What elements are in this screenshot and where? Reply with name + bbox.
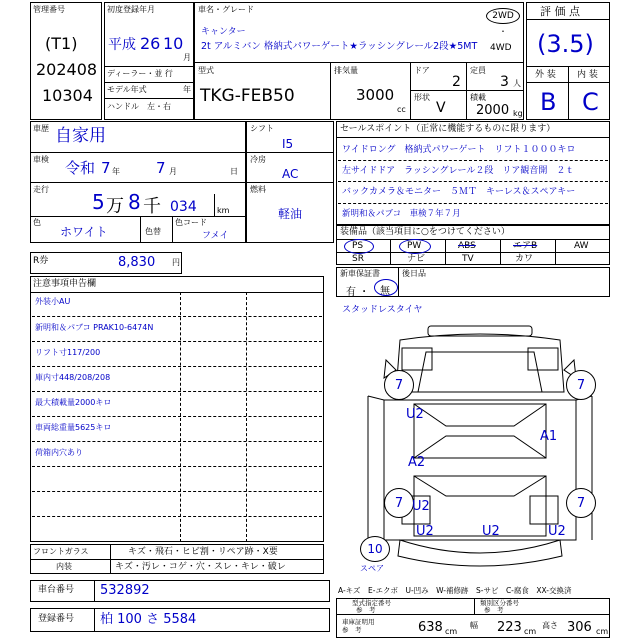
inspection-day-unit: 日 <box>230 167 238 176</box>
aircon-value: AC <box>282 167 299 181</box>
note-line2: 新明和＆パブコ PRAK10-6474N <box>35 323 154 332</box>
notes-label: 注意事項申告欄 <box>33 279 97 289</box>
inspection-month-unit: 月 <box>169 167 177 176</box>
warranty-selected: 無 <box>380 286 390 297</box>
door-value: 2 <box>452 74 461 90</box>
spare-label: スペア <box>360 564 384 573</box>
warranty-selected-circle <box>374 279 398 296</box>
mileage-sen-unit: 千 <box>143 196 161 217</box>
sales-point-line3: バックカメラ＆モニター ５ＭＴ キーレス＆スペアキー <box>342 187 576 197</box>
color-swap-label: 色替 <box>145 227 161 236</box>
width-unit: cm <box>524 627 537 636</box>
color-code-label: 色コード <box>175 218 207 227</box>
load-unit: kg <box>513 109 523 118</box>
tire-front-right-code: 7 <box>576 377 586 393</box>
drive-2wd: 2WD <box>492 11 514 21</box>
shape-value: V <box>436 100 446 116</box>
aircon-label: 冷房 <box>250 155 266 164</box>
load-label: 積載 <box>470 93 486 102</box>
door-label: ドア <box>414 66 430 75</box>
displacement-label: 排気量 <box>334 66 358 75</box>
capacity-unit: 人 <box>513 79 521 88</box>
sales-point-line1: ワイドロング 格納式パワーゲート リフト１０００キロ <box>342 145 576 155</box>
note-line7: 荷箱内穴あり <box>35 448 83 457</box>
handle-label: ハンドル 左・右 <box>107 102 171 111</box>
drive-dot: ・ <box>499 27 507 36</box>
height-unit: cm <box>596 627 609 636</box>
fuel-label: 燃料 <box>250 185 266 194</box>
damage-mark-a1: A1 <box>540 429 558 444</box>
spare-tire <box>360 536 390 562</box>
management-number-label: 管理番号 <box>33 5 65 14</box>
type-cert-label: 型式指定番号 <box>352 599 391 607</box>
load-value: 2000 <box>476 103 510 118</box>
length-label: 車庫証明用 参 考 <box>342 618 375 634</box>
length-unit: cm <box>445 627 458 636</box>
mileage-sen: 8 <box>128 190 141 214</box>
mileage-label: 走行 <box>33 185 49 194</box>
note-line4: 庫内寸448/208/208 <box>35 373 111 382</box>
color-code-value: フメイ <box>202 231 229 241</box>
sales-point-line2: 左サイドドア ラッシングレール２段 リア観音開 ２ｔ <box>342 166 575 176</box>
recycle-box <box>30 252 182 274</box>
equipment-pw: PW <box>407 241 422 251</box>
history-type-value: 自家用 <box>55 126 106 146</box>
tire-front-left-code: 7 <box>394 377 404 393</box>
registration-value: 柏 100 さ 5584 <box>100 612 197 627</box>
recycle-value: 8,830 <box>118 255 156 270</box>
equipment-ps: PS <box>352 241 364 251</box>
car-name-line1: キャンター <box>201 27 246 37</box>
equipment-aw: AW <box>574 241 589 251</box>
note-line5: 最大積載量2000キロ <box>35 398 112 407</box>
interior-label: 内 装 <box>577 70 598 80</box>
height-label: 高さ <box>542 621 558 630</box>
tire-rear-left-code: 7 <box>394 495 404 511</box>
interior-condition-label: 内装 <box>56 562 72 571</box>
inspection-year: 7 <box>101 159 111 177</box>
inspection-era: 令和 <box>65 159 96 177</box>
first-registration-month: 10 <box>163 34 184 53</box>
first-registration-label: 初度登録年月 <box>107 5 155 14</box>
first-registration-era: 平成 <box>108 37 136 53</box>
shift-label: シフト <box>250 124 274 133</box>
inspection-label: 車検 <box>33 155 49 164</box>
damage-mark-u2-rear-left: U2 <box>416 524 434 539</box>
warranty-label: 新車保証書 <box>340 269 380 278</box>
note-line6: 車両総重量5625キロ <box>35 423 112 432</box>
car-name-label: 車名・グレード <box>198 5 254 14</box>
displacement-value: 3000 <box>356 86 395 104</box>
sales-points-label: セールスポイント（正常に機能するものに限ります） <box>340 124 556 134</box>
front-glass-text: キズ・飛石・ヒビ割・リペア跡・X要 <box>128 547 278 557</box>
inspection-month: 7 <box>156 159 166 177</box>
damage-legend: A-キズ E-エクボ U-凹み W-補修跡 S-サビ C-腐食 XX-交換済 <box>338 586 572 595</box>
sales-point-line4: 新明和＆パブコ 車検７年７月 <box>342 209 461 219</box>
management-number-line2: 202408 <box>36 60 98 79</box>
management-number-line1: (T1) <box>45 34 78 53</box>
drive-2wd-circle <box>486 8 520 24</box>
damage-mark-u2-left-front: U2 <box>406 407 424 422</box>
width-value: 223 <box>497 620 522 635</box>
width-label: 幅 <box>470 621 478 630</box>
tire-rear-right <box>566 488 596 518</box>
model-year-unit: 年 <box>183 85 191 94</box>
mileage-man: 5 <box>92 190 105 214</box>
equipment-airbag: エアB <box>513 241 538 251</box>
evaluation-label: 評 価 点 <box>540 5 580 18</box>
chassis-value: 532892 <box>100 583 150 598</box>
recycle-label: R券 <box>33 256 49 266</box>
shape-label: 形状 <box>414 93 430 102</box>
chassis-label: 車台番号 <box>38 585 75 595</box>
damage-mark-u2-rear-center: U2 <box>482 524 500 539</box>
displacement-unit: cc <box>397 105 406 114</box>
warranty-options: 有 ・ <box>346 287 370 298</box>
recycle-unit: 円 <box>172 258 180 267</box>
color-label: 色 <box>33 218 41 227</box>
equipment-navi: ナビ <box>407 254 426 264</box>
damage-mark-u2-rear-right: U2 <box>548 524 566 539</box>
interior-value: C <box>582 88 599 116</box>
chassis-box <box>30 580 330 602</box>
tire-rear-right-code: 7 <box>576 495 586 511</box>
inspection-year-unit: 年 <box>112 167 120 176</box>
first-registration-year: 26 <box>140 34 161 53</box>
evaluation-score: (3.5) <box>537 30 594 58</box>
equipment-label: 装備品（該当項目に○をつけてください） <box>340 227 510 237</box>
mileage-man-unit: 万 <box>106 196 124 217</box>
damage-mark-a2: A2 <box>408 455 426 470</box>
type-label: 型式 <box>198 66 214 75</box>
model-year-label: モデル年式 <box>107 85 147 94</box>
length-value: 638 <box>418 620 443 635</box>
history-type-label: 車歴 <box>33 124 49 133</box>
equipment-tv: TV <box>462 254 474 264</box>
interior-condition-text: キズ・汚レ・コゲ・穴・スレ・キレ・破レ <box>115 562 286 572</box>
next-day-label: 後日品 <box>402 269 426 278</box>
car-name-line2: 2t アルミバン 格納式パワーゲート★ラッシングレール2段★5MT <box>201 41 478 52</box>
equipment-pw-circle <box>399 239 431 254</box>
height-value: 306 <box>567 620 592 635</box>
tire-front-right <box>566 370 596 400</box>
first-registration-month-unit: 月 <box>183 53 191 62</box>
note-line1: 外装小AU <box>35 297 71 306</box>
capacity-value: 3 <box>500 74 509 90</box>
spare-tire-value: 10 <box>367 542 383 556</box>
mileage-rest: 034 <box>170 199 197 215</box>
dealer-label: ディーラー・並 行 <box>107 69 173 78</box>
equipment-ps-circle <box>344 239 374 254</box>
damage-mark-u2-left-mid: U2 <box>412 499 430 514</box>
fuel-value: 軽油 <box>278 207 303 221</box>
exterior-value: B <box>540 88 557 116</box>
equipment-sr: SR <box>352 254 364 264</box>
tire-front-left <box>384 370 414 400</box>
shift-value: I5 <box>282 137 294 151</box>
class-label: 類別区分番号 <box>480 599 519 607</box>
mileage-unit: km <box>217 206 230 215</box>
drive-4wd: 4WD <box>490 43 512 53</box>
color-value: ホワイト <box>60 225 108 239</box>
equipment-leather: カワ <box>515 254 534 264</box>
type-value: TKG-FEB50 <box>200 86 295 106</box>
class-ref: 参 考 <box>484 606 504 614</box>
front-glass-label: フロントガラス <box>33 547 89 556</box>
management-number-line3: 10304 <box>42 86 93 105</box>
type-cert-ref: 参 考 <box>356 606 376 614</box>
registration-label: 登録番号 <box>38 614 75 624</box>
capacity-label: 定員 <box>470 66 486 75</box>
studless-note: スタッドレスタイヤ <box>342 305 423 315</box>
exterior-label: 外 装 <box>535 70 556 80</box>
tire-rear-left <box>384 488 414 518</box>
note-line3: リフト寸117/200 <box>35 348 101 357</box>
equipment-abs: ABS <box>458 241 476 251</box>
